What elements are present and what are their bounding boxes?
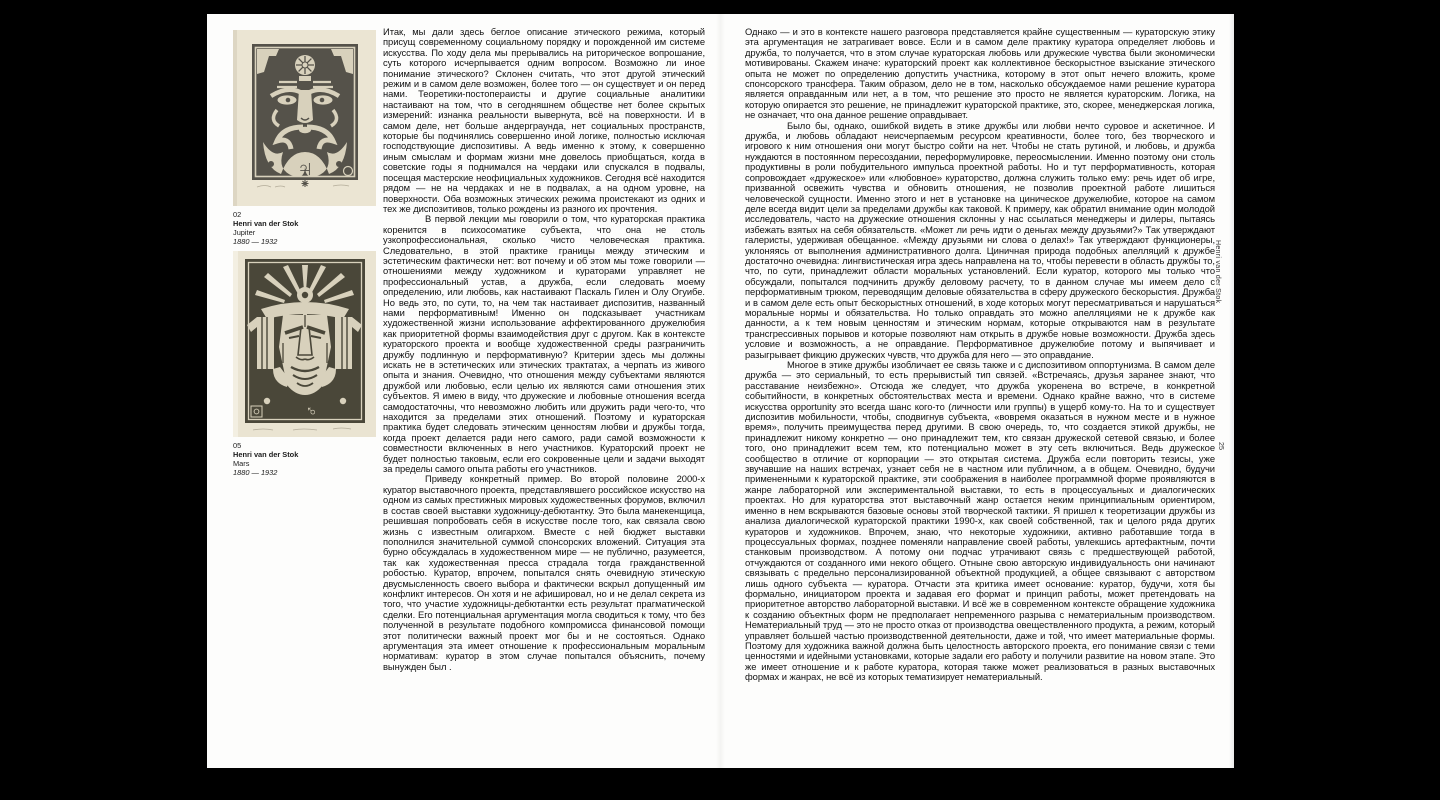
figure-dates: 1880 — 1932 bbox=[233, 467, 278, 477]
figure-caption-jupiter bbox=[233, 211, 376, 247]
figure-mars bbox=[233, 251, 376, 478]
margin-artist-label: Henri van der Stok bbox=[1214, 240, 1221, 304]
figure-dates: 1880 — 1932 bbox=[233, 236, 278, 246]
right-text-column bbox=[745, 27, 1215, 761]
left-text-column bbox=[383, 27, 705, 763]
page-edge-shadow bbox=[1229, 14, 1234, 768]
paragraph: Однако — и это в контексте нашего разговора представляется крайне существенным — кураторскую этику эта аргументация не затрагивает вовсе. Если и в самом деле практику куратора определяет любовь и дружба, то получается, что в этом случае кураторская любовь или дружеские чувства были экономически мотивированы. Скажем иначе: кураторский проект как коллективное бескорыстное взыскание этического опыта не может по определению допустить участника, которому в этот опыт нечего вложить, кроме спонсорского трансфера. Таким образом, дело не в том, насколько обсуждаемое нами решение куратора является оправданным или нет, а в том, что решение это просто не является кураторским. Логика, на которую опирается это решение, не принадлежит кураторской практике, это, скорее, менеджерская логика, не означает, что она данное решение оправдывает. bbox=[745, 27, 1215, 121]
figure-jupiter bbox=[233, 30, 376, 247]
paragraph: Многое в этике дружбы изобличает ее связь также и с диспозитивом оппортунизма. В самом деле дружба — это сериальный, то есть прерывистый тип связей. «Встречаясь, друзья заранее знают, что расставание неизбежно». Отсюда же следует, что дружба укоренена во встрече, в конкретной событийности, в конкретных обстоятельствах места и времени. Однако крайне важно, что в системе искусства opportunity это всегда шанс кого-то (личности или группы) в ущерб кому-то. На то и существует диспозитив мобильности, чтобы, сподвигнув субъекта, «вовремя оказаться в нужном месте и в нужное время», получить преимущества перед другими. В свою очередь, то, что создается этикой дружбы, не принадлежит никому конкретно — оно принадлежит тем, кто связан дружеской сетевой связью, и более того, оно принадлежит всем тем, кто потенциально может в эту сеть включиться. Ведь дружеское сообщество в отличие от корпорации — это открытая система. Дружба если повторить тезисы, уже звучавшие на наших встречах, узнает себя не в частном или публичном, а в общем. Очевидно, будучи примененными к кураторской практике, эти соображения в наиболее программной форме проявляются в жанре лабораторной или экспериментальной выставки, то есть в процессуальных и диалогических проектах. Но для кураторства этот выставочный жанр остается неким принципиальным ориентиром, именно в нем вскрываются базовые основы этой творческой тактики. Я пришел к теоретизации дружбы из анализа диалогической кураторской практики 1990-х, как своей собственной, так и целого ряда других кураторов и художников. Впрочем, знаю, что некоторые художники, активно работавшие тогда в процессуальных формах, позднее поменяли направление своей работы, увлекшись артефактным, почти станковым производством. А потому они подчас утрачивают связь с предшествующей работой, отчуждаются от созданного ими некого общего. Отныне свою авторскую индивидуальность они начинают связывать с предельно персонализированной объектной продукцией, а общее связывают с авторством лишь одного субъекта — куратора. Отчасти эта критика имеет основание: куратор, будучи, хотя бы формально, инициатором проекта и задавая его формат и принцип работы, может претендовать на приоритетное авторство лабораторной выставки. И всё же в современном контексте обращение художника к созданию объектных форм не предполагает непременного разрыва с нематериальным производством. Нематериальный труд — это не просто отказ от производства овеществленного продукта, а режим, который управляет большей частью производственной деятельности, даже и той, что имеет материальные формы. Поэтому для художника важной должна быть целостность авторского проекта, его понимание связи с теми ценностями и идейными установками, которые задали его работу и получили развитие на новом этапе. Это же имеет отношение и к работе куратора, которая также может реализоваться в разных выставочных формах и жанрах, не всё из которых тематизирует нематериальный. bbox=[745, 359, 1215, 683]
figure-caption-mars bbox=[233, 442, 376, 478]
page-number: 25 bbox=[1217, 442, 1226, 450]
figure-number: 02 bbox=[233, 210, 242, 219]
figure-number: 05 bbox=[233, 441, 242, 450]
jupiter-symbol-glyph: ♃ bbox=[296, 155, 314, 181]
jupiter-woodcut-image bbox=[233, 30, 376, 206]
book-spread bbox=[207, 14, 1234, 768]
mars-symbol-glyph: ♂ bbox=[304, 405, 321, 417]
figure-artist: Henri van der Stok bbox=[233, 449, 299, 459]
mars-woodcut-image bbox=[233, 251, 376, 437]
figure-artist: Henri van der Stok bbox=[233, 218, 299, 228]
paragraph: Приведу конкретный пример. Во второй половине 2000-х куратор выставочного проекта, представлявшего российское искусство на одном из самых престижных мировых художественных форумов, включил в состав своей выставки художницу-дебютантку. Это была манекенщица, решившая попробовать себя в искусстве после того, как связала свою жизнь с известным олигархом. Вместе с ней бюджет выставки пополнился значительной суммой спонсорских вложений. Ситуация эта бурно обсуждалась в художественном мире — не публично, разумеется, так как художественная пресса страдала тогда гражданственной робостью. Куратор, впрочем, попытался снять очевидную этическую двусмысленность своего выбора и фактически вскрыл допущенный им конфликт интересов. Он хотя и не афишировал, но и не делал секрета из того, что участие художницы-дебютантки есть результат прагматической сделки. Его потенциальная аргументация могла сводиться к тому, что без полученной в результате подобного компромисса финансовой помощи этот политически важный проект мог бы и не состояться. Однако аргументация эта имеет отношение к профессиональным моральным нормативам: куратор в этом случае попытался объяснить, почему вынужден был . bbox=[383, 473, 705, 672]
flower-mark bbox=[302, 180, 309, 187]
paragraph: Итак, мы дали здесь беглое описание этического режима, который присущ современному социальному порядку и порожденной им системе искусства. По ходу дела мы прерывались на риторическое вопрошание, суть которого исчерпывается одним вопросом. Возможно ли иное понимание этического? Склонен считать, что этот другой этический режим и в самом деле возможен, более того — он существует и он перед нами. Теоретики-постопераисты и другие социальные аналитики настаивают на том, что в сегодняшнем обществе нет более скрытых измерений: изнанка реальности вывернута, всё на поверхности. И в самом деле, нет больше андерграунда, нет социальных пространств, которые бы подчинялись совершенно иной логике, полностью исключая господствующие диспозитивы. А ведь именно к этому, к совершенно иным смыслам и формам жизни мне довелось приобщаться, когда в советские годы я поднимался на чердаки или спускался в подвалы, посещая мастерские неофициальных художников. Сегодня всё находится рядом — не на чердаках и не в подвалах, а на одном уровне, на поверхности. Оба возможных этических режима проистекают из одних и тех же диспозитивов, только рождены из разного их прочтения. bbox=[383, 27, 705, 214]
paragraph: В первой лекции мы говорили о том, что кураторская практика коренится в психосоматике субъекта, что она не столь узкопрофессиональная, сколько чисто человеческая практика. Следовательно, в этой практике границы между этическим и эстетическим фактически нет: вот почему и об этом мы тоже говорили — отношениями между художником и кураторами управляет не профессиональный устав, а дружба, если следовать моему определению, или любовь, как настаивают Паскаль Гилен и Олу Огуибе. Но ведь это, по сути, то, на чем так настаивает диспозитив, названный нами перформативным! Именно он подсказывает участникам художественной жизни использование аффектированного дружелюбия как приоритетной формы взаимодействия друг с другом. Как в контексте кураторского проекта и вообще художественной среды разграничить дружбу подлинную и перформативную? Критерии здесь мы должны искать не в эстетических или этических трактатах, а черпать из живого опыта и знания. Очевидно, что отношения между субъектами являются дружбой или любовью, если целью их являются сами отношения этих субъектов. Я имею в виду, что дружеские и любовные отношения всегда самодостаточны, что невозможно любить или дружить ради чего-то, что находится за пределами этих отношений. Поэтому и кураторская практика будет следовать этическим ценностям любви и дружбы тогда, когда проект делается ради него самого, ради самой возможности к совместности включенных в него участников. Кураторский проект не будет полностью таковым, если его сокровенные цели и задачи выходят за пределы самого опыта работы его участников. bbox=[383, 213, 705, 475]
figure-title: Mars bbox=[233, 458, 250, 468]
figure-title: Jupiter bbox=[233, 227, 256, 237]
spread-gutter bbox=[716, 14, 725, 768]
paragraph: Было бы, однако, ошибкой видеть в этике дружбы или любви нечто суровое и аскетичное. И дружба, и любовь обладают неисчерпаемым ресурсом креативности, более того, без творческого и игрового к ним отношения они могут быстро сойти на нет. Чтобы не стать рутиной, и любовь, и дружба нуждаются в постоянном пересоздании, переформулировке, переосмыслении. Именно поэтому они столь продуктивны в роли побудительного импульса проектной работы. Но и тут перформативность, которая сопровождает «дружеское» или «любовное» кураторство, должна служить только ему: речь идет об игре, призванной освежить чувства и обновить отношения, не позволив проектной работе лишиться человеческой сущности. Именно этого и нет в установке на циническое дружелюбие, которое на самом деле всегда видит цели за пределами дружбы как таковой. К примеру, как обратил внимание один молодой исследователь, часто на дружеские отношения склонны у нас ссылаться менеджеры и дилеры, пытаясь избежать взятых на себя обязательств. «Может ли речь идти о деньгах между друзьями?» Так утверждают галеристы, удерживая обещанное. «Между друзьями ни слова о делах!» Так утверждают функционеры, уклоняясь от выполнения административного долга. Циничная природа подобных апелляций к дружбе достаточно очевидна: лингвистическая игра здесь направлена на то, чтобы перевести в область дружбы то, что, по сути, принадлежит области моральных установлений. Если куратор, которого мы только что обсуждали, попытался подчинить дружбу деловому расчету, то в данном случае мы имеем дело с перформативным трюком, переводящим деловые обязательства в сферу дружеского бескорыстия. Дружба и в самом деле есть опыт бескорыстных отношений, в ходе которых могут пересматриваться и нарушаться моральные нормы и обязательства. Но только оправдать это можно апелляциями не к дружбе как данности, а к тем новым ценностям и этическим нормам, которые открываются нам в результате трансгрессивных порывов и которые позволяют нам открыть в дружбе новые возможности. Дружба здесь условие и возможность, а не оправдание. Перформативное дружелюбие потому и выпячивает и разыгрывает фикцию дружеских чувств, что дружба для него — это оправдание. bbox=[745, 119, 1215, 360]
